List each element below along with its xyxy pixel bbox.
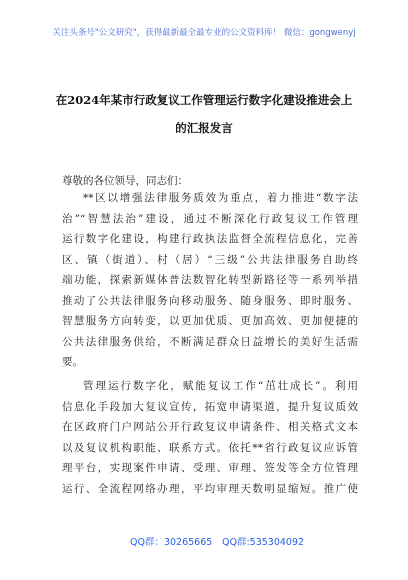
- footer-qq-group-2: QQ群:535304092: [222, 537, 305, 548]
- paragraph-line: 信息化手段加大复议宣传，拓宽申请渠道，提升复议质效: [62, 400, 358, 413]
- paragraph-line: 理平台，实现案件申请、受理、审理、签发等全方位管理: [62, 462, 358, 474]
- paragraph-line: 智慧服务方向转变，以更加优质、更加高效、更加便捷的: [62, 315, 358, 327]
- paragraph-line: 运行、全流程网络办理，平均审理天数明显缩短。推广使: [62, 482, 358, 495]
- paragraph-line: 推动了公共法律服务向移动服务、随身服务、即时服务、: [62, 294, 358, 307]
- paragraph-line: 运行数字化建设，构建行政执法监督全流程信息化，完善: [62, 233, 358, 245]
- document-title-line-2: 的汇报发言: [175, 121, 233, 135]
- paragraph-line: 要。: [62, 356, 83, 368]
- document-title-line-1: 在2024年某市行政复议工作管理运行数字化建设推进会上: [55, 93, 353, 107]
- paragraph-line: 端功能，探索新媒体普法数智化转型新路径等一系列举措: [62, 274, 358, 286]
- paragraph-line: 在区政府门户网站公开行政复议申请条件、相关格式文本: [62, 421, 358, 433]
- salutation: 尊敬的各位领导，同志们：: [62, 175, 188, 187]
- paragraph-line: 治”“智慧法治”建设，通过不断深化行政复议工作管理: [62, 212, 358, 225]
- watermark-header: 关注头条号"公文研究"，获得最新最全最专业的公文资料库！ 微信：gongwenyj: [52, 28, 356, 38]
- paragraph-line: 公共法律服务供给，不断满足群众日益增长的美好生活需: [62, 335, 358, 348]
- paragraph-line: 以及复议机构职能、联系方式。依托**省行政复议应诉管: [62, 441, 358, 454]
- paragraph-line: 区、镇（街道）、村（居）“三级”公共法律服务自助终: [62, 253, 358, 266]
- paragraph-line: 管理运行数字化，赋能复议工作“茁壮成长”。利用: [83, 380, 358, 392]
- paragraph-line: **区以增强法律服务质效为重点，着力推进“数字法: [83, 192, 358, 204]
- footer-qq-group-1: QQ群：30265665: [130, 537, 213, 548]
- footer: [0, 534, 408, 550]
- body-paragraph-1: [62, 188, 358, 373]
- body-paragraph-2: [62, 376, 358, 499]
